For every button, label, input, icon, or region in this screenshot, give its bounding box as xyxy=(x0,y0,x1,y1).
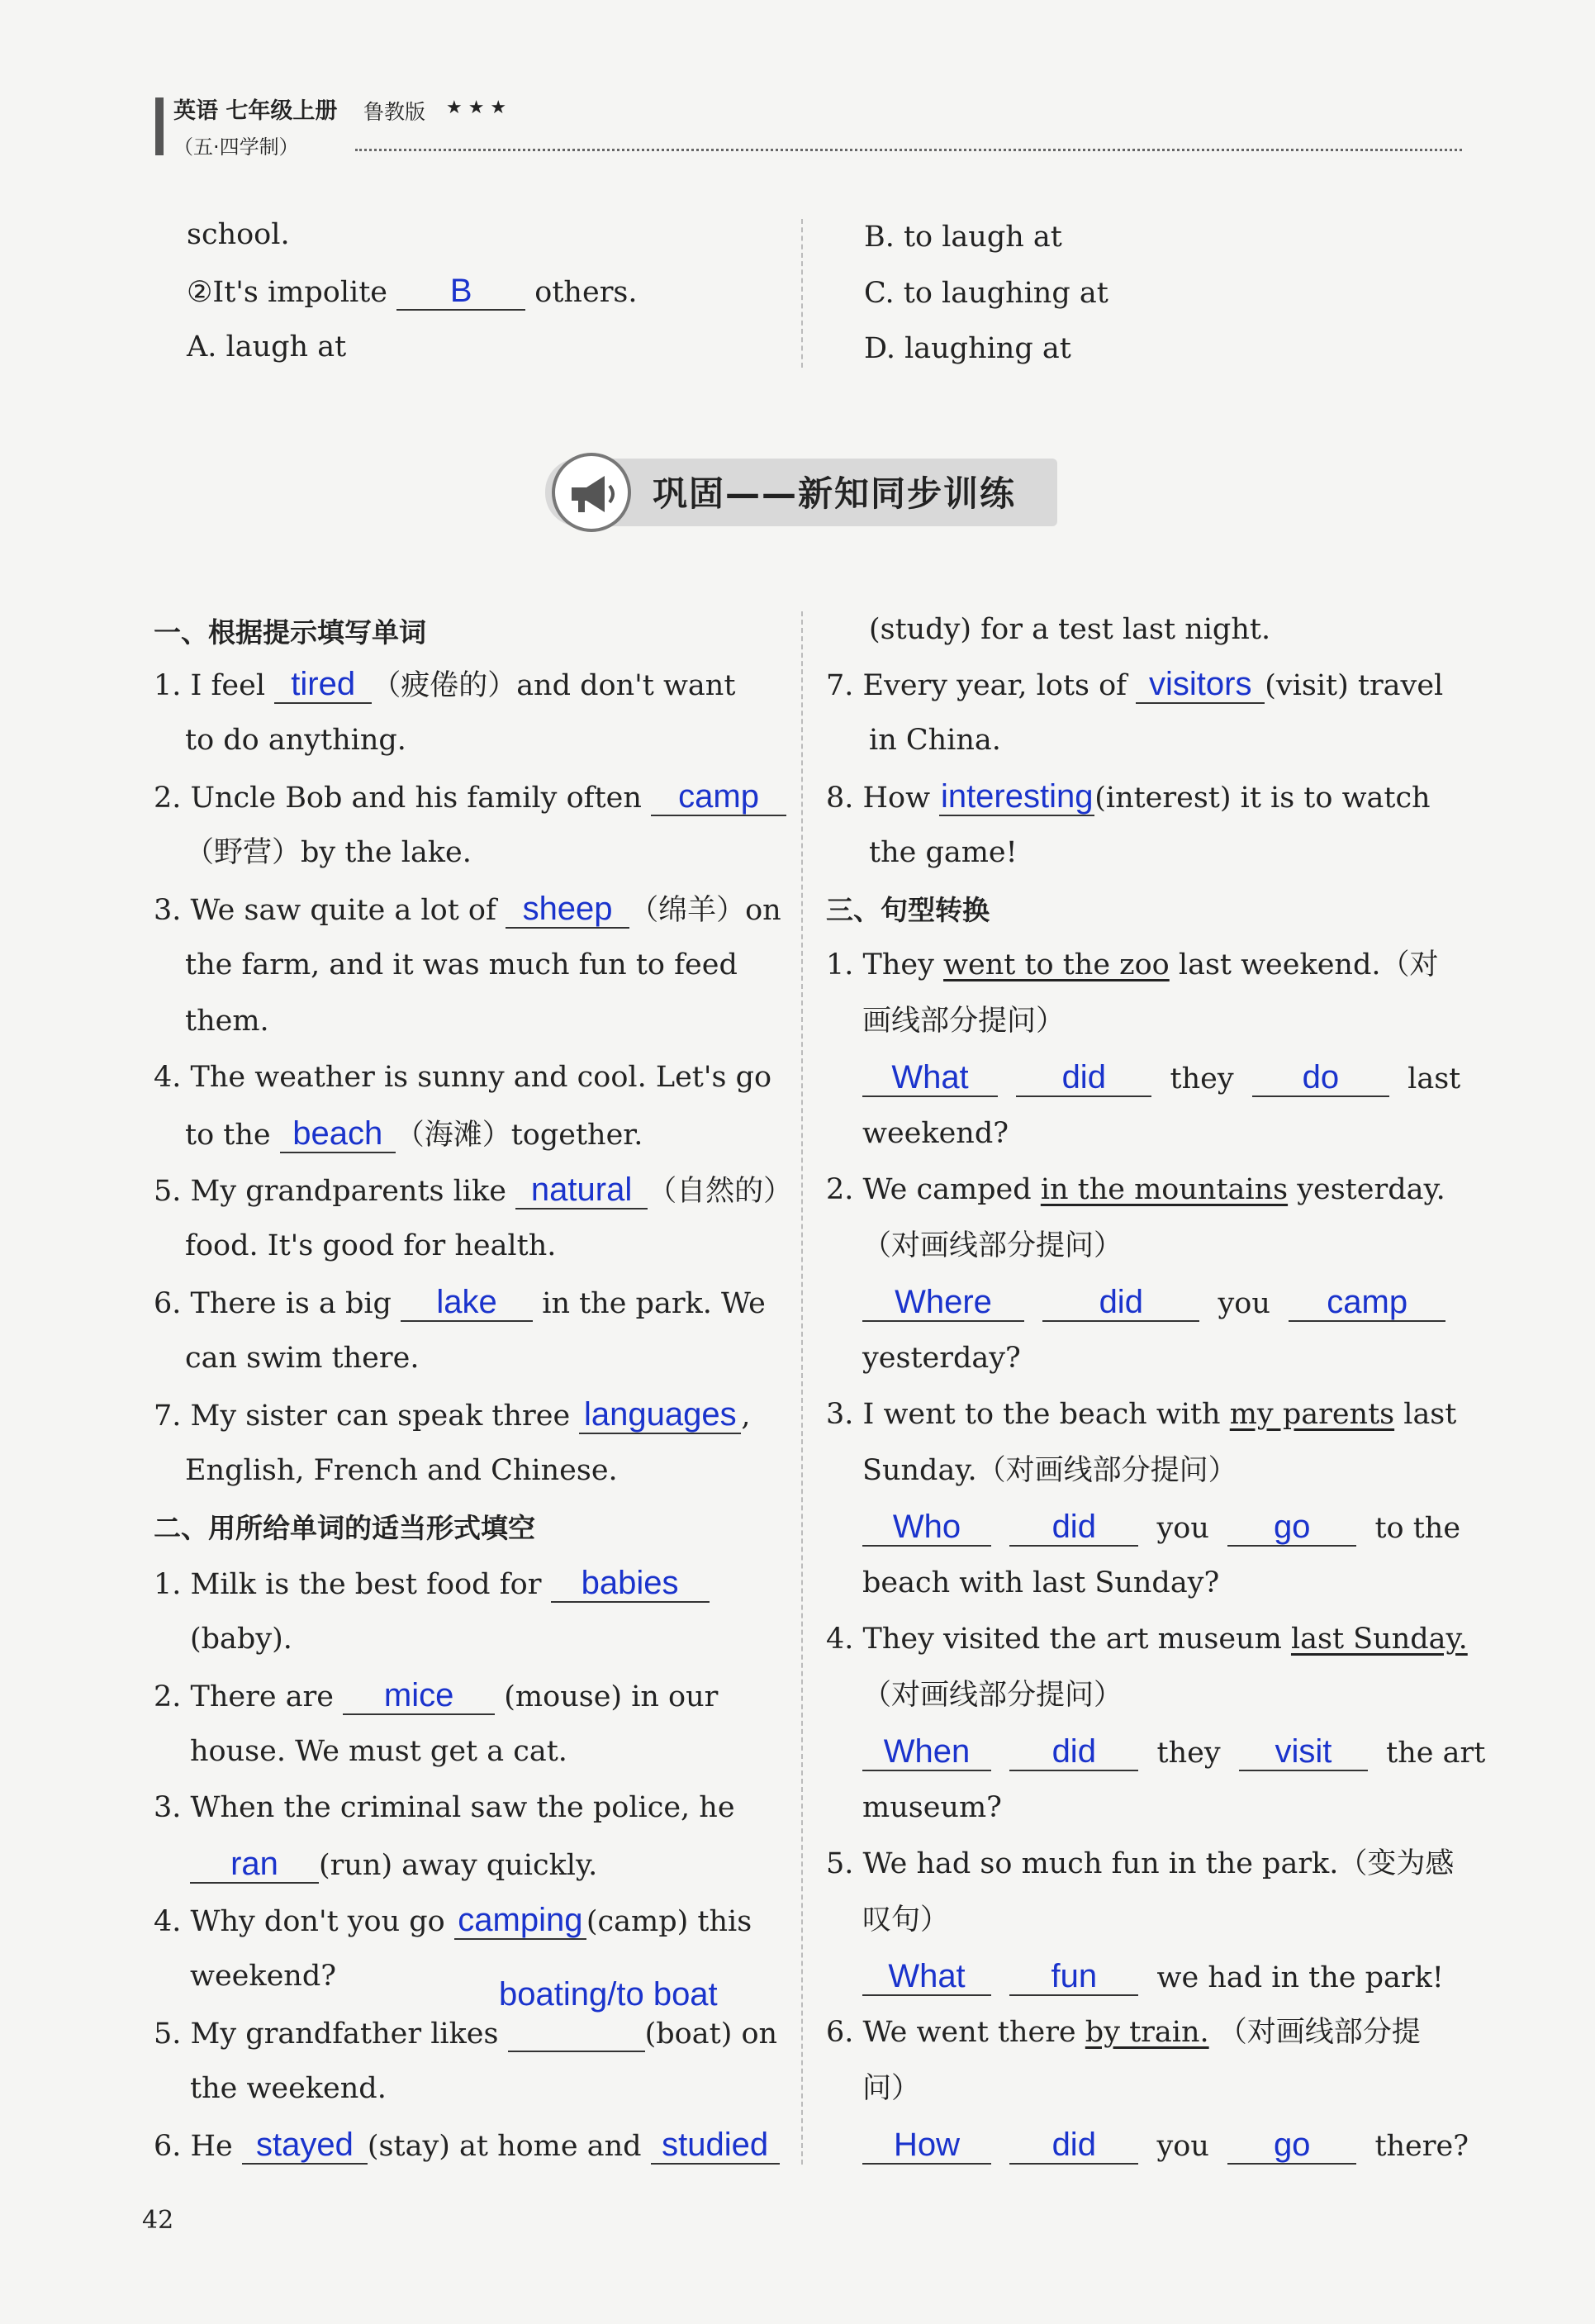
s3-q2-line2: （对画线部分提问） xyxy=(862,1229,1123,1262)
option-c: C. to laughing at xyxy=(864,277,1108,310)
s3-q5-line2: 叹句） xyxy=(862,1903,950,1937)
s3-q6-answer-2: did xyxy=(1009,2127,1138,2165)
top-column-divider xyxy=(801,219,803,368)
s2-q6-line2: (study) for a test last night. xyxy=(869,613,1271,646)
text: last weekend.（对 xyxy=(1178,948,1439,981)
text: 2. Uncle Bob and his family often xyxy=(154,782,642,815)
text: 3. We saw quite a lot of xyxy=(154,894,496,927)
s2-q3-line1: 3. When the criminal saw the police, he xyxy=(154,1791,735,1824)
underlined-phrase: went to the zoo xyxy=(943,948,1170,981)
text: 1. Milk is the best food for xyxy=(154,1568,542,1601)
s3-q4-answer-3: visit xyxy=(1239,1733,1368,1771)
q2-suffix: others. xyxy=(534,276,638,309)
s2-q7-line2: in China. xyxy=(869,724,1001,757)
text: (interest) it is to watch xyxy=(1094,782,1431,815)
s2-q4-line1 xyxy=(154,1902,752,1940)
header-subtitle: （五·四学制） xyxy=(173,135,299,159)
s2-q1-line1 xyxy=(154,1565,710,1603)
s3-q4-answer-1: When xyxy=(862,1733,991,1771)
s3-q4-line2: （对画线部分提问） xyxy=(862,1679,1123,1712)
text: the art xyxy=(1386,1737,1486,1770)
underlined-phrase: last Sunday. xyxy=(1290,1623,1468,1656)
text: you xyxy=(1218,1287,1270,1320)
text: 3. I went to the beach with xyxy=(826,1398,1221,1431)
text: , xyxy=(741,1400,751,1433)
text: they xyxy=(1170,1062,1234,1095)
text: (camp) this xyxy=(586,1905,752,1938)
text: （疲倦的）and don't want xyxy=(372,669,736,702)
s2-q4-answer: camping xyxy=(454,1902,586,1940)
option-d: D. laughing at xyxy=(864,332,1071,365)
page-number: 42 xyxy=(142,2206,174,2235)
text: last xyxy=(1403,1398,1457,1431)
text: 4. They visited the art museum xyxy=(826,1623,1282,1656)
s1-q6-line1 xyxy=(154,1284,766,1322)
text: you xyxy=(1156,2130,1209,2163)
s1-q2-line1 xyxy=(154,778,786,816)
s3-q5-line1: 5. We had so much fun in the park.（变为感 xyxy=(826,1847,1455,1880)
s3-q2-line1 xyxy=(826,1172,1445,1208)
header-bar xyxy=(155,97,164,155)
section1-heading: 一、根据提示填写单词 xyxy=(154,616,426,649)
s3-q2-answer-2: did xyxy=(1042,1284,1199,1322)
text: 5. My grandfather likes xyxy=(154,2017,499,2051)
s2-q8-line1 xyxy=(826,778,1431,816)
s3-q6-line3 xyxy=(862,2127,1469,2165)
s3-q5-line3 xyxy=(862,1958,1444,1996)
s1-q3-line3: them. xyxy=(185,1005,269,1038)
s3-q3-line2: Sunday.（对画线部分提问） xyxy=(862,1454,1237,1487)
s2-q5-blank xyxy=(508,2014,645,2052)
s3-q6-line1 xyxy=(826,2014,1421,2051)
s1-q7-line1 xyxy=(154,1396,750,1434)
text: 6. He xyxy=(154,2130,233,2163)
text: 5. My grandparents like xyxy=(154,1175,506,1208)
option-a: A. laugh at xyxy=(187,330,347,364)
text: （绵羊）on xyxy=(629,894,781,927)
text: last xyxy=(1407,1062,1461,1095)
s2-q6-answer-1: stayed xyxy=(242,2127,368,2165)
underlined-phrase: by train. xyxy=(1085,2016,1209,2049)
s3-q6-answer-1: How xyxy=(862,2127,991,2165)
text: 7. My sister can speak three xyxy=(154,1400,571,1433)
s1-q7-answer: languages xyxy=(579,1396,741,1434)
s3-q1-answer-3: do xyxy=(1252,1059,1389,1097)
s1-q3-answer: sheep xyxy=(506,891,629,929)
s1-q7-line2: English, French and Chinese. xyxy=(185,1454,618,1487)
text: in the park. We xyxy=(542,1287,766,1320)
text: 6. We went there xyxy=(826,2016,1076,2049)
top-line-1: school. xyxy=(187,218,290,251)
s1-q4-line2 xyxy=(185,1115,643,1153)
s3-q2-line4: yesterday? xyxy=(862,1342,1021,1375)
s3-q2-answer-3: camp xyxy=(1289,1284,1445,1322)
s3-q3-answer-3: go xyxy=(1227,1509,1356,1547)
star-icons: ★ ★ ★ xyxy=(446,97,507,118)
s3-q1-answer-2: did xyxy=(1016,1059,1151,1097)
s3-q4-answer-2: did xyxy=(1009,1733,1138,1771)
text: 6. There is a big xyxy=(154,1287,392,1320)
q2-prefix: ②It's impolite xyxy=(187,276,388,309)
header-title: 英语 七年级上册 xyxy=(173,98,338,124)
text: they xyxy=(1156,1737,1221,1770)
s1-q2-line2: （野营）by the lake. xyxy=(185,836,472,869)
s3-q3-answer-1: Who xyxy=(862,1509,991,1547)
s2-q1-answer: babies xyxy=(551,1565,710,1603)
text: 1. I feel xyxy=(154,669,266,702)
s2-q2-line2: house. We must get a cat. xyxy=(190,1735,567,1768)
s2-q5-line2: the weekend. xyxy=(190,2072,387,2105)
s3-q1-answer-1: What xyxy=(862,1059,998,1097)
s3-q1-line3 xyxy=(862,1059,1460,1097)
text: we had in the park! xyxy=(1156,1961,1444,1994)
s2-q3-line2 xyxy=(190,1846,597,1884)
underlined-phrase: in the mountains xyxy=(1040,1173,1289,1206)
s3-q4-line1 xyxy=(826,1621,1468,1657)
s3-q3-line3 xyxy=(862,1509,1460,1547)
s1-q3-line1 xyxy=(154,891,781,929)
s3-q3-line4: beach with last Sunday? xyxy=(862,1566,1220,1599)
s2-q7-line1 xyxy=(826,666,1443,704)
text: 7. Every year, lots of xyxy=(826,669,1127,702)
text: (stay) at home and xyxy=(367,2130,642,2163)
s3-q3-line1 xyxy=(826,1396,1456,1433)
text: 2. There are xyxy=(154,1680,334,1713)
text: you xyxy=(1156,1512,1209,1545)
s1-q4-answer: beach xyxy=(280,1115,396,1153)
s3-q2-line3 xyxy=(862,1284,1445,1322)
text: （海滩）together. xyxy=(395,1119,643,1152)
text: there? xyxy=(1374,2130,1469,2163)
s2-q6-answer-2: studied xyxy=(651,2127,780,2165)
option-b: B. to laugh at xyxy=(864,221,1062,254)
s1-q5-line2: food. It's good for health. xyxy=(185,1229,557,1262)
text: to the xyxy=(185,1119,271,1152)
s1-q1-line1 xyxy=(154,666,735,704)
text: (mouse) in our xyxy=(504,1680,719,1713)
text: 2. We camped xyxy=(826,1173,1032,1206)
s1-q5-answer: natural xyxy=(515,1172,648,1210)
s2-q8-answer: interesting xyxy=(940,778,1094,815)
column-divider xyxy=(801,611,803,2165)
banner-title: 巩固——新知同步训练 xyxy=(653,473,1017,514)
s3-q1-line1 xyxy=(826,947,1438,983)
header-edition: 鲁教版 xyxy=(363,100,426,124)
underlined-phrase: my parents xyxy=(1229,1398,1395,1431)
s2-q6-line1 xyxy=(154,2127,780,2165)
s3-q5-answer-1: What xyxy=(862,1958,991,1996)
s1-q6-line2: can swim there. xyxy=(185,1342,420,1375)
s2-q2-line1 xyxy=(154,1677,718,1715)
s1-q2-answer: camp xyxy=(651,778,786,816)
text: 1. They xyxy=(826,948,934,981)
text: 4. Why don't you go xyxy=(154,1905,445,1938)
s1-q6-answer: lake xyxy=(401,1284,533,1322)
s3-q6-line2: 问） xyxy=(862,2072,921,2105)
header-divider xyxy=(355,149,1462,151)
s3-q5-answer-2: fun xyxy=(1009,1958,1138,1996)
s2-q7-answer: visitors xyxy=(1136,666,1265,704)
text: to the xyxy=(1374,1512,1461,1545)
text: (visit) travel xyxy=(1265,669,1444,702)
text: (boat) on xyxy=(644,2017,778,2051)
q2-answer: B xyxy=(396,273,525,311)
s1-q5-line1 xyxy=(154,1172,792,1210)
s2-q5-answer: boating/to boat xyxy=(499,1976,718,2013)
section3-heading: 三、句型转换 xyxy=(826,894,990,926)
s1-q3-line2: the farm, and it was much fun to feed xyxy=(185,948,738,981)
text: （自然的） xyxy=(648,1175,793,1208)
s1-q4-line1: 4. The weather is sunny and cool. Let's go xyxy=(154,1061,772,1094)
s3-q1-line2: 画线部分提问） xyxy=(862,1005,1066,1038)
s2-q5-line1 xyxy=(154,2014,777,2052)
text: (run) away quickly. xyxy=(319,1849,598,1882)
s3-q6-answer-3: go xyxy=(1227,2127,1356,2165)
s3-q4-line4: museum? xyxy=(862,1791,1002,1824)
s1-q1-answer: tired xyxy=(274,666,372,704)
s2-q4-line2: weekend? xyxy=(190,1960,337,1993)
s2-q8-line2: the game! xyxy=(869,836,1018,869)
text: yesterday. xyxy=(1297,1173,1445,1206)
s2-q1-line2: (baby). xyxy=(190,1623,292,1656)
s1-q1-line2: to do anything. xyxy=(185,724,406,757)
s3-q4-line3 xyxy=(862,1733,1485,1771)
megaphone-icon xyxy=(552,453,631,532)
s3-q2-answer-1: Where xyxy=(862,1284,1024,1322)
top-question-2 xyxy=(187,273,638,311)
section2-heading: 二、用所给单词的适当形式填空 xyxy=(154,1512,535,1544)
s3-q3-answer-2: did xyxy=(1009,1509,1138,1547)
text: （对画线部分提 xyxy=(1218,2016,1421,2049)
s3-q1-line4: weekend? xyxy=(862,1117,1009,1150)
s2-q3-answer: ran xyxy=(190,1846,319,1884)
s2-q2-answer: mice xyxy=(343,1677,495,1715)
text: 8. How xyxy=(826,782,931,815)
